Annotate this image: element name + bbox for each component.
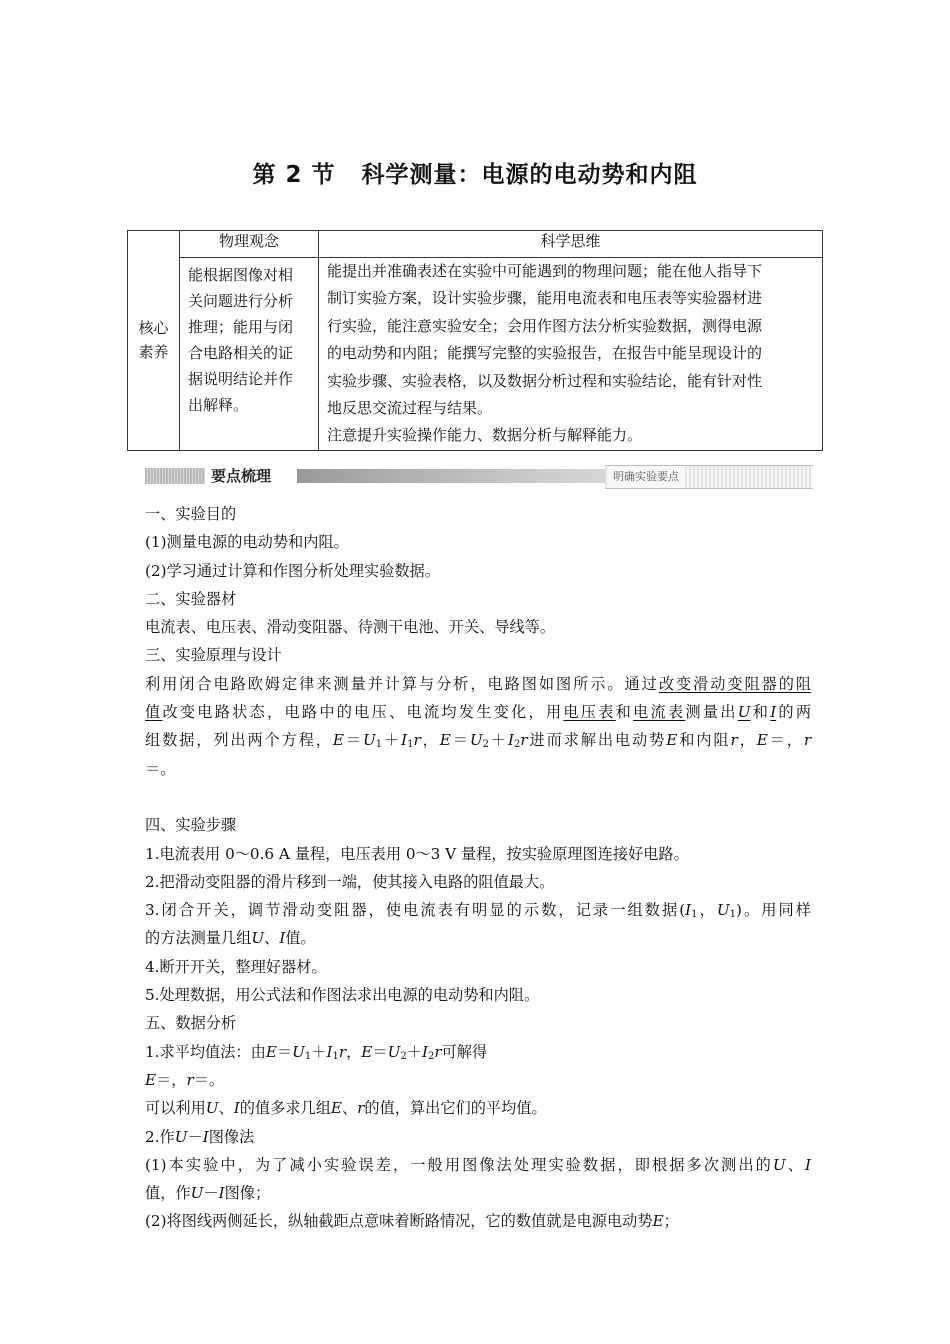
heading-steps: 四、实验步骤	[145, 816, 237, 835]
step-3: 3.闭合开关，调节滑动变阻器，使电流表有明显的示数，记录一组数据($I_1$，$U_1$)。用同样 的方法测量几组U、I值。	[145, 901, 811, 948]
purpose-item-1: (1)测量电源的电动势和内阻。	[145, 533, 349, 552]
physics-concept-cell: 能根据图像对相 关问题进行分析 推理；能用与闭 合电路相关的证 据说明结论并作 出解释。	[180, 258, 319, 451]
core-literacy-label: 核心 素养	[128, 231, 180, 451]
physics-concept-header: 物理观念	[180, 231, 319, 258]
average-result: E＝，r＝。	[145, 1070, 225, 1089]
banner-right-strip	[605, 465, 813, 489]
heading-principle: 三、实验原理与设计	[145, 646, 282, 665]
principle-paragraph: 利用闭合电路欧姆定律来测量并计算与分析，电路图如图所示。通过改变滑动变阻器的阻 值改变电路状态，电路中的电压、电流均发生变化，用电压表和电流表测量出U和I的两 组数据，列出两个方程，$E=U_1+I_1r$，$E=U_2+I_2r$进而求解出电动势E和内阻r，E＝，r ＝。	[145, 674, 812, 778]
purpose-item-2: (2)学习通过计算和作图分析处理实验数据。	[145, 561, 440, 580]
key-points-banner	[145, 465, 813, 487]
core-literacy-table	[127, 230, 823, 451]
scientific-thinking-cell: 能提出并准确表述在实验中可能遇到的物理问题；能在他人指导下 制订实验方案，设计实验步骤，能用电流表和电压表等实验器材进 行实验，能注意实验安全；会用作图方法分析实验数据，测得电源 的电动势和内阻；能撰写完整的实验报告，在报告中能呈现设计的 实验步骤、实验表格，以及数据分析过程和实验结论，能有针对性 地反思交流过程与结果。 注意提升实验操作能力、数据分析与解释能力。	[319, 258, 823, 451]
step-1: 1.电流表用 0～0.6 A 量程，电压表用 0～3 V 量程，按实验原理图连接好电路。	[145, 844, 689, 863]
heading-purpose: 一、实验目的	[145, 505, 237, 523]
step-2: 2.把滑动变阻器的滑片移到一端，使其接入电路的阻值最大。	[145, 872, 555, 891]
equipment-list: 电流表、电压表、滑动变阻器、待测干电池、开关、导线等。	[145, 618, 556, 637]
graph-method-item-2: (2)将图线两侧延长，纵轴截距点意味着断路情况，它的数值就是电源电动势E；	[145, 1212, 679, 1231]
scientific-thinking-header: 科学思维	[319, 231, 823, 258]
heading-equipment: 二、实验器材	[145, 589, 237, 608]
average-method: 1.求平均值法：由$E=U_1+I_1r$，$E=U_2+I_2r$可解得	[145, 1042, 488, 1062]
main-content	[145, 500, 811, 1236]
banner-stripes	[145, 468, 205, 484]
banner-label: 要点梳理	[211, 467, 272, 485]
average-note: 可以利用U、I的值多求几组E、r的值，算出它们的平均值。	[145, 1099, 547, 1118]
step-4: 4.断开开关，整理好器材。	[145, 957, 327, 976]
page-title	[0, 156, 950, 189]
graph-method-item-1: (1)本实验中，为了减小实验误差，一般用图像法处理实验数据，即根据多次测出的U、I 值，作U－I图像；	[145, 1155, 811, 1203]
step-5: 5.处理数据，用公式法和作图法求出电源的电动势和内阻。	[145, 986, 540, 1005]
graph-method-heading: 2.作U－I图像法	[145, 1127, 255, 1146]
section-number: 第 2 节	[252, 162, 336, 188]
heading-analysis: 五、数据分析	[145, 1014, 237, 1033]
banner-right-label: 明确实验要点	[609, 466, 683, 488]
section-title: 科学测量：电源的电动势和内阻	[361, 162, 698, 188]
